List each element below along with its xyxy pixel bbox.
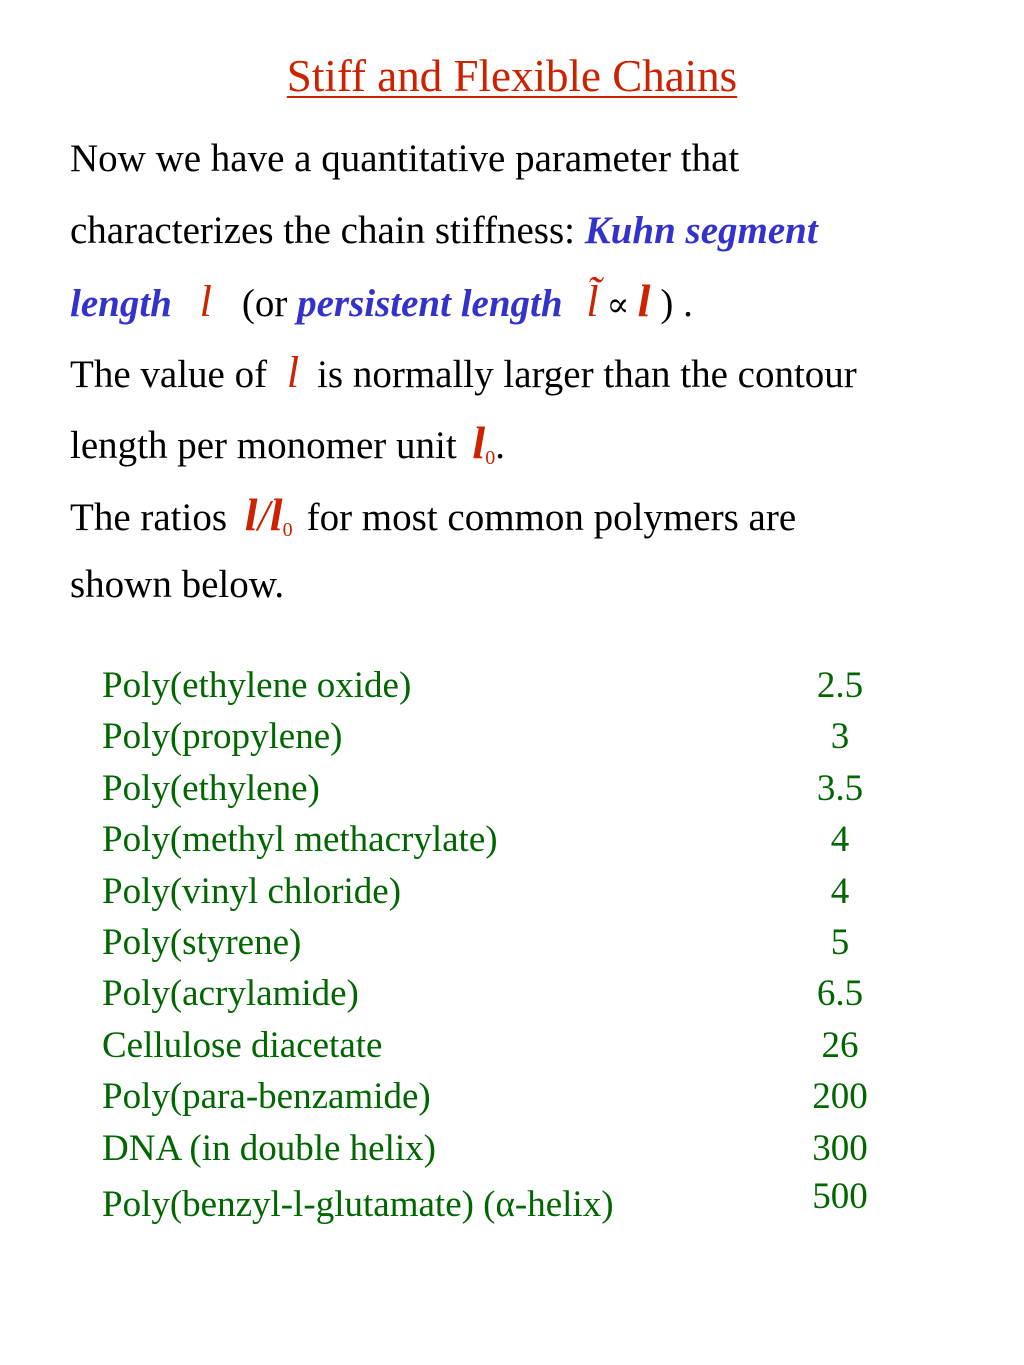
intro-text: Now we have a quantitative parameter that [70, 137, 740, 180]
page-title: Stiff and Flexible Chains [286, 51, 738, 101]
intro-text: length per monomer unit [70, 424, 457, 467]
table-row [102, 869, 922, 920]
table-row [102, 920, 922, 971]
polymer-name: Poly(vinyl chloride) [102, 870, 402, 912]
ratio-value: 3 [830, 716, 850, 758]
ratio-value: 200 [812, 1076, 868, 1118]
intro-line-1 [70, 134, 739, 184]
subscript-zero: 0 [485, 447, 496, 469]
persistent-length-symbol: l̃ [586, 277, 599, 326]
table-row [102, 714, 922, 765]
subscript-zero: 0 [282, 519, 293, 541]
polymer-name: DNA (in double helix) [102, 1127, 436, 1169]
polymer-name: Poly(styrene) [102, 921, 302, 963]
polymer-name: Poly(propylene) [102, 716, 343, 758]
kuhn-segment-keyword: Kuhn segment [584, 209, 818, 252]
intro-line-3 [70, 276, 693, 331]
polymer-name: Poly(benzyl-l-glutamate) (α-helix) [102, 1183, 614, 1225]
ratio-value: 2.5 [816, 665, 864, 706]
monomer-length-symbol: l [472, 417, 486, 468]
ratio-value: 500 [812, 1175, 868, 1217]
ratio-slash: / [257, 491, 270, 540]
ratio-value: 4 [830, 870, 850, 912]
table-row [102, 1023, 922, 1074]
kuhn-length-symbol: l [244, 489, 258, 540]
kuhn-length-symbol: l [286, 348, 300, 397]
kuhn-length-symbol: l [199, 277, 212, 326]
intro-text: shown below. [70, 563, 285, 606]
polymer-name: Poly(para-benzamide) [102, 1076, 431, 1118]
intro-text: The ratios [70, 496, 228, 539]
intro-line-7 [70, 560, 284, 610]
ratio-value: 4 [830, 819, 850, 861]
table-row [102, 1177, 922, 1228]
ratio-value: 300 [812, 1127, 868, 1169]
persistent-length-keyword: persistent length [297, 282, 563, 325]
period-text: . [495, 424, 505, 467]
table-row [102, 766, 922, 817]
intro-text: is normally larger than the contour [317, 353, 857, 396]
ratio-value: 6.5 [816, 973, 864, 1015]
intro-text: characterizes the chain stiffness: [70, 209, 585, 252]
polymer-name: Poly(acrylamide) [102, 973, 359, 1015]
ratio-value: 5 [830, 921, 850, 963]
close-paren-text: ) . [660, 282, 693, 325]
table-row [102, 817, 922, 868]
ratio-value: 3.5 [816, 767, 864, 809]
intro-text: for most common polymers are [306, 496, 797, 539]
table-row [102, 663, 922, 714]
table-row [102, 971, 922, 1022]
kuhn-length-symbol: l [637, 275, 651, 326]
polymer-name: Cellulose diacetate [102, 1024, 383, 1066]
intro-line-4 [70, 348, 857, 400]
length-keyword: length [70, 282, 172, 325]
table-row [102, 1074, 922, 1125]
polymer-ratio-table [102, 663, 922, 1228]
polymer-name: Poly(methyl methacrylate) [102, 819, 498, 861]
polymer-name: Poly(ethylene oxide) [102, 665, 412, 706]
proportional-symbol: ∝ [606, 287, 630, 324]
polymer-name: Poly(ethylene) [102, 767, 320, 809]
monomer-length-symbol: l [269, 489, 283, 540]
ratio-value: 26 [821, 1024, 859, 1066]
intro-text: The value of [70, 353, 268, 396]
intro-line-6 [70, 490, 796, 555]
intro-line-5 [70, 418, 505, 483]
intro-line-2 [70, 206, 818, 256]
or-text: (or [241, 282, 288, 325]
table-row [102, 1126, 922, 1177]
